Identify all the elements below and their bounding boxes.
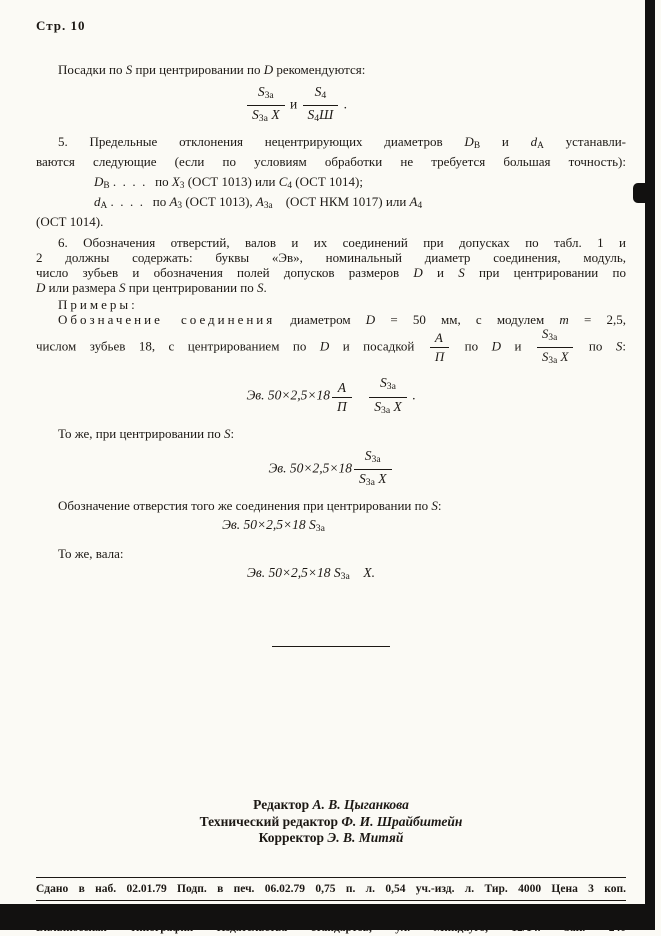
text-segment: Технический редактор <box>199 813 342 829</box>
fraction <box>247 85 285 126</box>
fraction-numerator <box>332 381 352 398</box>
text-segment: D <box>491 338 501 354</box>
text-segment: D <box>464 134 474 150</box>
text-segment: Эв. 50×2,5×18 <box>268 460 352 476</box>
text-segment: S <box>307 107 315 123</box>
text-segment: Корректор <box>258 830 328 846</box>
text-segment: 3 <box>177 201 183 212</box>
text-segment: S <box>125 62 133 77</box>
text-segment: и <box>501 338 535 354</box>
text-segment: 4 <box>287 181 293 192</box>
text-segment: 3а <box>386 381 396 393</box>
text-segment: (ОСТ 1014); <box>292 174 363 190</box>
text-segment: D <box>263 62 274 77</box>
text-segment: 3а <box>315 523 325 535</box>
text-segment: А <box>100 201 108 212</box>
definition-line-db <box>94 174 626 194</box>
text-segment: d <box>94 194 101 210</box>
text-segment: А <box>255 194 264 210</box>
text-segment: число зубьев и обозначения полей допусков размеров <box>36 265 414 281</box>
text-segment: 3а <box>380 404 391 416</box>
fraction-denominator <box>354 470 392 490</box>
text-segment: : <box>230 425 235 441</box>
text-segment: Редактор <box>253 797 313 813</box>
text-segment: S <box>257 84 265 99</box>
paragraph-item6-line1 <box>36 235 626 250</box>
text-segment: и <box>480 134 531 150</box>
fraction-denominator <box>537 348 574 368</box>
text-segment: устанавли- <box>543 134 626 150</box>
text-segment: S <box>541 349 549 365</box>
definition-line-da-continuation <box>36 214 626 229</box>
text-segment: S <box>364 447 372 463</box>
text-segment: В <box>103 181 110 192</box>
text-segment: . . . . по <box>107 194 170 210</box>
formula-centering-s <box>36 449 626 490</box>
text-segment: : <box>622 338 626 354</box>
paragraph-fits-recommendation <box>36 62 626 77</box>
scan-edge-artifact-right <box>645 0 655 928</box>
text-segment: по <box>575 338 616 354</box>
text-segment: и посадкой <box>329 338 428 354</box>
text-segment: А <box>434 330 443 346</box>
fraction-numerator <box>537 327 574 348</box>
text-segment: С <box>278 174 288 190</box>
fraction <box>430 331 449 364</box>
text-segment: 5. Предельные отклонения нецентрирующих диаметров <box>58 134 465 150</box>
fraction-numerator <box>369 376 407 397</box>
text-segment: S <box>257 280 264 296</box>
fraction-denominator <box>303 106 339 126</box>
text-segment: = 50 мм, с модулем <box>375 312 560 328</box>
text-segment: X <box>267 107 280 123</box>
text-segment: В <box>473 141 481 152</box>
paragraph-item6-line4 <box>36 280 626 295</box>
text-segment: 4 <box>321 90 327 102</box>
imprint-line: Сдано в наб. 02.01.79 Подп. в печ. 06.02.79 0,75 п. л. 0,54 уч.-изд. л. Тир. 4000 Цена 3 коп. <box>36 882 626 895</box>
text-segment: D <box>413 265 423 281</box>
text-segment: 3а <box>258 113 268 125</box>
fraction-numerator <box>354 449 392 470</box>
fraction-numerator <box>430 331 449 348</box>
text-segment: П <box>434 349 445 365</box>
definition-line-da <box>94 194 626 214</box>
formula-shaft-designation <box>36 565 626 584</box>
section-divider-rule <box>272 646 390 647</box>
fraction-numerator <box>303 85 339 106</box>
paragraph-item5-line1 <box>36 134 626 154</box>
text-segment: = 2,5, <box>568 312 626 328</box>
text-segment: Эв. 50×2,5×18 <box>222 516 309 532</box>
imprint-rule-top <box>36 877 626 878</box>
text-segment: X. <box>349 565 375 581</box>
text-segment: D <box>319 338 330 354</box>
fraction-denominator <box>430 348 449 364</box>
text-segment: (ОСТ 1013) или <box>184 174 279 190</box>
text-segment: Ш <box>319 107 334 123</box>
text-segment: S <box>252 107 259 123</box>
text-segment: или размера <box>45 280 120 296</box>
text-segment: по <box>451 338 492 354</box>
paragraph-item5-line2 <box>36 154 626 169</box>
text-segment: числом зубьев 18, с центрированием по <box>36 338 320 354</box>
text-segment: 3а <box>340 571 350 583</box>
text-segment: Эв. 50×2,5×18 <box>246 388 330 404</box>
text-segment <box>354 388 368 403</box>
text-segment: диаметром <box>275 312 366 328</box>
colophon-technical-editor-line <box>36 814 626 831</box>
example-intro-line1 <box>36 312 626 327</box>
fraction <box>354 449 392 490</box>
text-segment: 2 должны содержать: буквы «Эв», номинальный диаметр соединения, модуль, <box>36 250 626 266</box>
text-segment: . <box>340 96 347 112</box>
text-segment: ваются следующие (если по условиям обработки не требуется большая точность): <box>36 154 626 170</box>
text-segment: S <box>458 265 465 281</box>
text-segment: То же, вала: <box>58 546 124 562</box>
text-segment: 3а <box>548 333 558 344</box>
text-segment: 4 <box>314 113 320 125</box>
text-segment: А <box>537 141 544 152</box>
text-segment: 3а <box>365 476 375 488</box>
text-segment: при центрировании по <box>464 265 626 281</box>
text-segment: X <box>374 470 387 486</box>
text-segment: при центрировании по <box>132 62 264 77</box>
paragraph-hole-designation <box>36 498 626 513</box>
text-segment: S <box>308 516 316 532</box>
fraction <box>537 327 574 368</box>
text-segment: S <box>541 326 549 342</box>
fraction <box>369 376 407 417</box>
text-segment: А. В. Цыганкова <box>312 797 409 813</box>
text-segment: А <box>409 194 418 210</box>
text-segment: Обозначение отверстия того же соединения при центрировании по <box>58 497 432 513</box>
text-segment: 3а <box>548 356 558 367</box>
text-segment: То же, при центрировании по <box>58 425 225 441</box>
imprint-rule-bottom <box>36 900 626 901</box>
text-segment: рекомендуются: <box>273 62 366 77</box>
text-segment: при центрировании по <box>125 280 257 296</box>
text-segment: D <box>94 174 104 190</box>
text-segment: . <box>408 388 416 404</box>
text-segment: 3а <box>371 453 381 465</box>
paragraph-shaft-designation <box>36 546 626 561</box>
fraction <box>303 85 339 126</box>
example-intro-line2 <box>36 327 626 368</box>
text-segment: D <box>365 312 376 328</box>
examples-heading <box>36 297 626 312</box>
fraction-denominator <box>369 398 407 418</box>
text-segment: 3 <box>179 181 185 192</box>
fraction <box>332 381 352 414</box>
text-segment: Х <box>171 174 180 190</box>
paragraph-item6-line3 <box>36 265 626 280</box>
text-segment: Примеры: <box>58 297 138 313</box>
text-segment: Эв. 50×2,5×18 <box>247 565 334 581</box>
formula-recommended-fits <box>36 85 626 126</box>
paragraph-item6-line2 <box>36 250 626 265</box>
text-segment: и <box>286 96 301 112</box>
text-segment: S <box>431 497 438 513</box>
text-segment: D <box>36 280 46 296</box>
text-segment: m <box>559 312 569 328</box>
text-segment: П <box>336 398 347 414</box>
fraction-numerator <box>247 85 285 106</box>
text-segment: Ф. И. Шрайбштейн <box>341 813 463 829</box>
colophon-editor-line <box>36 797 626 814</box>
colophon-block <box>36 797 626 847</box>
text-segment: (ОСТ 1013), <box>182 194 256 210</box>
scan-artifact-blob <box>633 183 655 203</box>
scan-edge-artifact-bottom <box>0 904 655 930</box>
text-segment: . <box>263 280 267 296</box>
document-content <box>36 62 626 935</box>
text-segment: 3а <box>263 201 273 212</box>
text-segment: А <box>337 379 346 395</box>
text-segment: (ОСТ 1014). <box>36 214 104 230</box>
page-number-label: Стр. 10 <box>36 18 86 33</box>
text-segment: (ОСТ НКМ 1017) или <box>272 194 410 210</box>
text-segment: S <box>333 565 341 581</box>
text-segment: А <box>169 194 178 210</box>
text-segment: S <box>374 398 381 414</box>
text-segment: S <box>314 84 322 99</box>
text-segment: Э. В. Митяй <box>327 830 404 846</box>
text-segment: Посадки по <box>58 62 126 77</box>
text-segment: S <box>358 470 366 486</box>
text-segment: : <box>437 497 442 513</box>
text-segment: d <box>530 134 538 150</box>
text-segment: S <box>615 338 623 354</box>
text-segment: S <box>380 375 387 391</box>
text-segment: 6. Обозначения отверстий, валов и их соединений при допусках по табл. 1 и <box>58 235 626 251</box>
text-segment: S <box>224 425 231 441</box>
paragraph-same-centering-s <box>36 426 626 441</box>
text-segment: X <box>557 349 569 365</box>
text-segment: 4 <box>417 201 423 212</box>
text-segment: 3а <box>264 90 274 102</box>
fraction-denominator <box>332 398 352 414</box>
text-segment: и <box>422 265 459 281</box>
text-segment: . . . . по <box>109 174 172 190</box>
fraction-denominator <box>247 106 285 126</box>
text-segment: X <box>390 398 402 414</box>
formula-hole-designation <box>36 517 626 536</box>
text-segment: S <box>119 280 126 296</box>
text-segment: Обозначение соединения <box>58 312 276 328</box>
colophon-proofreader-line <box>36 830 626 847</box>
formula-joint-designation <box>36 376 626 417</box>
